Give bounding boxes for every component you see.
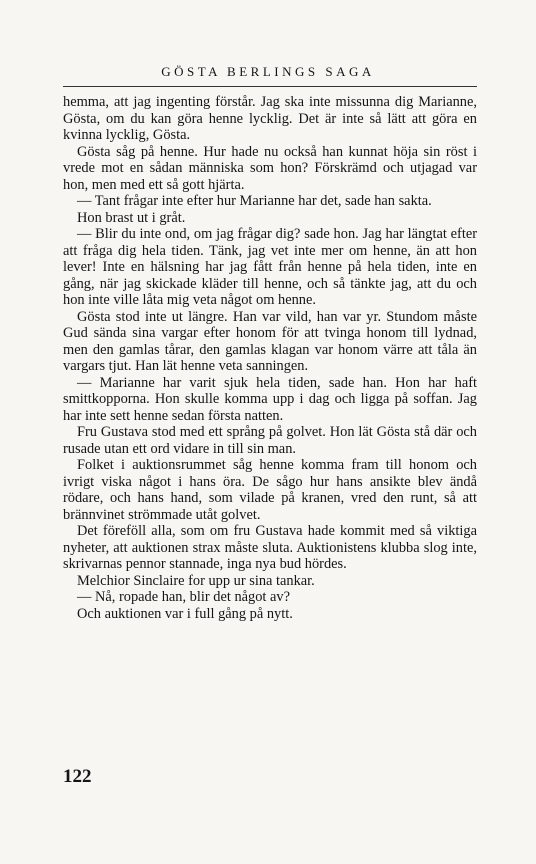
paragraph: — Marianne har varit sjuk hela tiden, sade han. Hon har haft smittkopporna. Hon skulle komma upp i dag och ligga på soffan. Jag har inte sett henne sedan första natten. xyxy=(63,374,477,424)
paragraph: — Nå, ropade han, blir det något av? xyxy=(77,589,290,605)
paragraph: hemma, att jag ingenting förstår. Jag ska inte missunna dig Marianne, Gösta, om du kan göra henne lycklig. Det är inte så lätt att göra en kvinna lycklig, Gösta. xyxy=(63,94,477,143)
paragraph: Hon brast ut i gråt. xyxy=(77,209,186,226)
paragraph: Gösta stod inte ut längre. Han var vild, han var yr. Stundom måste Gud sända sina vargar efter honom för att tvinga honom till lydnad, men den gamlas tårar, den gamlas klagan var honom värre att tåla än vargars tjut. Han lät henne veta sanningen. xyxy=(63,308,477,374)
paragraph: Det föreföll alla, som om fru Gustava hade kommit med så viktiga nyheter, att auktionen strax måste sluta. Auktionistens klubba slog inte, skrivarnas pennor stannade, inga nya bud hördes. xyxy=(63,523,477,572)
paragraph: — Tant frågar inte efter hur Marianne har det, sade han sakta. xyxy=(77,193,432,209)
paragraph: — Blir du inte ond, om jag frågar dig? sade hon. Jag har längtat efter att fråga dig hela tiden. Tänk, jag vet inte mer om henne, än att hon lever! Inte en hälsning har jag fått från henne på hela tiden, inte en gång, när jag skickade kläder till henne, och så tänkte jag, att du och hon inte ville låta mig veta något om henne. xyxy=(63,226,477,308)
header-rule xyxy=(63,86,477,87)
paragraph: Fru Gustava stod med ett språng på golvet. Hon lät Gösta stå där och rusade utan ett ord vidare in till sin man. xyxy=(63,424,477,457)
paragraph: Folket i auktionsrummet såg henne komma fram till honom och ivrigt viska något i hans öra. De sågo hur hans ansikte blev ändå rödare, och hans hand, som vilade på kranen, vred den runt, så att brännvinet strömmade utåt golvet. xyxy=(63,457,477,523)
body-text xyxy=(63,94,477,622)
running-title: GÖSTA BERLINGS SAGA xyxy=(161,64,375,79)
paragraph: Och auktionen var i full gång på nytt. xyxy=(77,605,293,622)
page-number: 122 xyxy=(63,766,92,787)
paragraph: Melchior Sinclaire for upp ur sina tankar. xyxy=(77,572,315,589)
paragraph: Gösta såg på henne. Hur hade nu också han kunnat höja sin röst i vrede mot en sådan människa som hon? Förskrämd och utjagad var hon, men med ett så gott hjärta. xyxy=(63,143,477,193)
